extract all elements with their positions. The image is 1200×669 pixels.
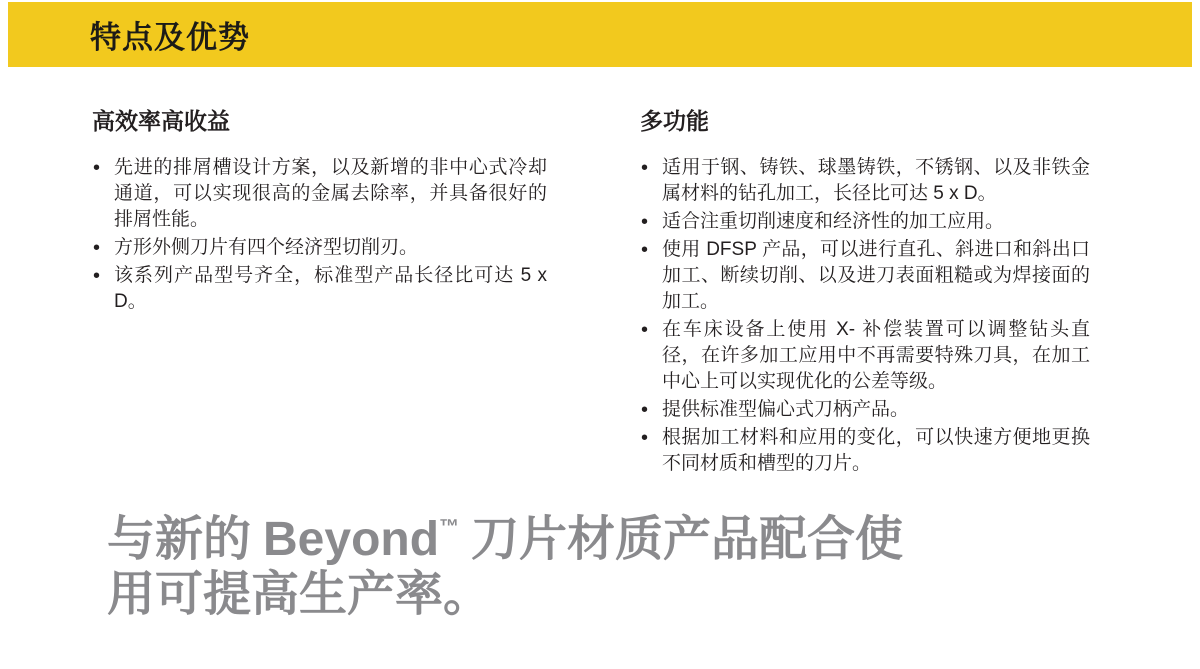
bullet-item: • 方形外侧刀片有四个经济型切削刃。 bbox=[92, 235, 547, 261]
promo-statement bbox=[107, 500, 1007, 622]
bullet-item: • 使用 DFSP 产品，可以进行直孔、斜进口和斜出口加工、断续切削、以及进刀表面粗糙或为焊接面的加工。 bbox=[640, 237, 1090, 315]
bullet-item: • 适合注重切削速度和经济性的加工应用。 bbox=[640, 209, 1090, 235]
brand-name: Beyond bbox=[263, 513, 440, 566]
section-header-bar bbox=[8, 2, 1192, 67]
bullet-item: • 根据加工材料和应用的变化，可以快速方便地更换不同材质和槽型的刀片。 bbox=[640, 425, 1090, 477]
promo-text-prefix: 与新的 bbox=[107, 513, 252, 566]
trademark-symbol: ™ bbox=[439, 516, 460, 538]
column-efficiency-bullet-list bbox=[92, 155, 547, 315]
bullet-item: • 先进的排屑槽设计方案，以及新增的非中心式冷却通道，可以实现很高的金属去除率，并具备很好的排屑性能。 bbox=[92, 155, 547, 233]
bullet-item: • 在车床设备上使用 X- 补偿装置可以调整钻头直径，在许多加工应用中不再需要特殊刀具，在加工中心上可以实现优化的公差等级。 bbox=[640, 317, 1090, 395]
column-versatility-heading: 多功能 bbox=[640, 108, 709, 134]
column-versatility-bullet-list bbox=[640, 155, 1090, 477]
column-efficiency-heading: 高效率高收益 bbox=[92, 108, 230, 134]
bullet-item: • 该系列产品型号齐全，标准型产品长径比可达 5 x D。 bbox=[92, 263, 547, 315]
bullet-item: • 适用于钢、铸铁、球墨铸铁，不锈钢、以及非铁金属材料的钻孔加工，长径比可达 5 x D。 bbox=[640, 155, 1090, 207]
column-versatility bbox=[640, 103, 1090, 479]
bullet-item: • 提供标准型偏心式刀柄产品。 bbox=[640, 397, 1090, 423]
section-title: 特点及优势 bbox=[90, 20, 250, 55]
column-efficiency bbox=[92, 103, 547, 317]
promo-text-line2: 用可提高生产率。 bbox=[107, 568, 492, 621]
promo-text-line1-suffix: 刀片材质产品配合使 bbox=[471, 513, 904, 566]
